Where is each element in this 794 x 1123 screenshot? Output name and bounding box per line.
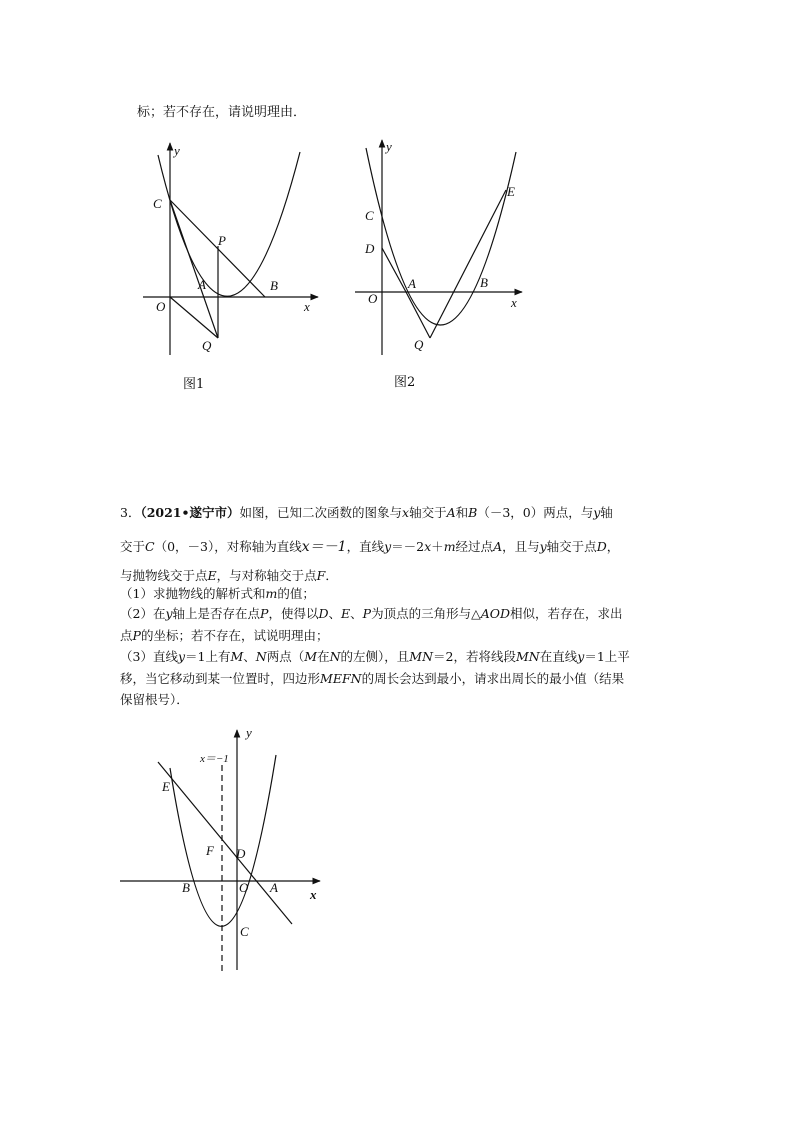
fig1-parabola <box>158 152 300 296</box>
var: C <box>145 539 155 554</box>
var: m <box>265 586 278 601</box>
fig1-label-B: B <box>270 278 278 293</box>
var: N <box>329 649 341 664</box>
text: 、 <box>350 606 363 621</box>
problem3-number: 3． <box>120 505 141 520</box>
text: 经过点 <box>455 539 494 554</box>
text: 在 <box>317 649 330 664</box>
fig3-label-axis-eq: x＝−1 <box>200 753 229 765</box>
text: ＝1上有 <box>185 649 231 664</box>
text: ＋ <box>431 539 444 554</box>
fig3-label-y: y <box>246 725 252 740</box>
var: MN <box>516 649 540 664</box>
text: 点 <box>120 628 133 643</box>
text: 如图，已知二次函数的图象与 <box>239 505 402 520</box>
text: 、 <box>328 606 342 621</box>
text: 、 <box>243 649 256 664</box>
fig2-line-QE <box>430 190 506 338</box>
problem3-source: （2021•遂宁市） <box>140 505 240 520</box>
text: 交于 <box>120 539 146 554</box>
text: 移，当它移动到某一位置时，四边形 <box>120 671 321 686</box>
text: ，使得以 <box>268 606 319 621</box>
var: E <box>207 568 217 583</box>
var: M <box>230 649 244 664</box>
fig1-label-P: P <box>218 233 226 248</box>
text: （0，－3），对称轴为直线 <box>154 539 302 554</box>
var: A <box>446 505 456 520</box>
fig1-caption: 图1 <box>183 377 205 392</box>
fig3-label-B: B <box>182 880 190 895</box>
text: 轴交于 <box>409 505 447 520</box>
fig3-label-D: D <box>236 846 246 861</box>
fig2-label-E: E <box>507 184 515 199</box>
var: y <box>165 606 173 621</box>
text: （1）求抛物线的解析式和 <box>120 586 266 601</box>
fig2-label-y: y <box>386 139 392 154</box>
fig2-label-x: x <box>511 295 517 310</box>
var: P <box>362 606 372 621</box>
var: y <box>177 649 186 664</box>
text: （2）在 <box>120 606 166 621</box>
text: ＝1上平 <box>584 649 630 664</box>
text: 轴 <box>600 505 613 520</box>
problem3-q1 <box>120 588 315 601</box>
var: m <box>443 539 456 554</box>
var: P <box>260 606 269 621</box>
fig3-label-A: A <box>270 880 278 895</box>
var: P <box>132 628 141 643</box>
text: （－3，0）两点，与 <box>477 505 594 520</box>
problem3-q3-line2 <box>120 673 624 686</box>
problem3-q3-line3: 保留根号）． <box>120 692 189 707</box>
var: D <box>596 539 607 554</box>
text: 的左侧），且 <box>340 649 410 664</box>
text: ＝2，若将线段 <box>433 649 516 664</box>
fig3-label-x: x <box>310 887 317 902</box>
text: 为顶点的三角形与△ <box>371 606 481 621</box>
var: x <box>424 539 432 554</box>
fig2-label-O: O <box>368 291 378 306</box>
var: y <box>384 539 392 554</box>
text: 和 <box>455 505 469 520</box>
text: ＝－2 <box>391 539 425 554</box>
var: E <box>341 606 351 621</box>
var: M <box>304 649 318 664</box>
text: 两点（ <box>266 649 305 664</box>
fig2-label-B: B <box>480 275 488 290</box>
fig3-label-E: E <box>162 779 170 794</box>
problem3-q2-line2 <box>120 630 328 643</box>
text: 的周长会达到最小，请求出周长的最小值（结果 <box>361 671 625 686</box>
fig1-label-C: C <box>153 196 162 211</box>
fig3-label-F: F <box>206 843 214 858</box>
text: 的坐标；若不存在，试说明理由； <box>140 628 329 643</box>
text: 在直线 <box>539 649 578 664</box>
var: y <box>577 649 585 664</box>
fig2-caption: 图2 <box>394 375 416 390</box>
var: N <box>255 649 267 664</box>
fig3-label-C: C <box>240 924 249 939</box>
var: AOD <box>480 606 510 621</box>
text: ，直线 <box>346 539 385 554</box>
figure-2 <box>355 140 522 355</box>
text: 轴上是否存在点 <box>172 606 261 621</box>
axis-equation: x＝－1 <box>301 539 347 555</box>
text: ， <box>606 539 620 554</box>
problem3-line2 <box>120 540 619 554</box>
fig1-label-y: y <box>174 143 180 158</box>
var: x <box>402 505 410 520</box>
var: y <box>539 539 547 554</box>
text: 轴交于点 <box>546 539 597 554</box>
text: ． <box>325 568 338 583</box>
fig2-line-AQ <box>406 292 430 338</box>
var: B <box>468 505 478 520</box>
figure-1 <box>143 143 318 355</box>
var: D <box>318 606 329 621</box>
fig1-label-Q: Q <box>202 338 212 353</box>
problem3-q3-line1 <box>120 651 630 664</box>
text: 与抛物线交于点 <box>120 568 208 583</box>
problem3-line3 <box>120 570 338 583</box>
fig1-label-x: x <box>304 299 310 314</box>
var: y <box>593 505 601 520</box>
fig3-line-y-eq-neg2x-plus-m <box>158 762 292 924</box>
fig2-line-DA <box>382 248 406 292</box>
figure-3 <box>120 730 320 972</box>
fig1-label-A: A <box>198 277 206 292</box>
fig3-label-O: O <box>239 880 249 895</box>
fig2-label-A: A <box>408 276 416 291</box>
problem3-line1 <box>120 507 613 520</box>
top-line-text: 标；若不存在，请说明理由． <box>137 105 307 120</box>
text: （3）直线 <box>120 649 178 664</box>
text: ，与对称轴交于点 <box>216 568 317 583</box>
problem3-q2-line1 <box>120 608 623 621</box>
fig1-label-O: O <box>156 299 166 314</box>
var: F <box>316 568 326 583</box>
var: MEFN <box>320 671 362 686</box>
fig2-label-D: D <box>365 241 375 256</box>
var: MN <box>409 649 434 664</box>
text: 的值； <box>277 586 315 601</box>
fig2-label-Q: Q <box>414 337 424 352</box>
text: ，且与 <box>502 539 540 554</box>
text: 相似，若存在，求出 <box>510 606 623 621</box>
var: A <box>493 539 503 554</box>
fig2-parabola <box>366 148 516 325</box>
fig2-label-C: C <box>365 208 374 223</box>
